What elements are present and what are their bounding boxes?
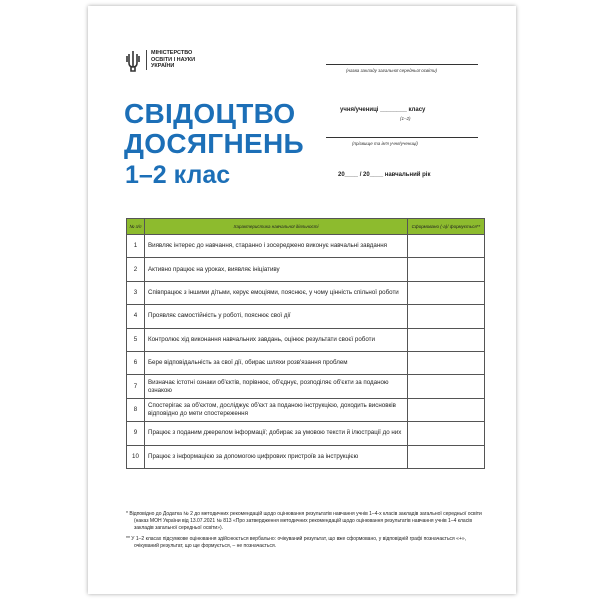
ministry-line-2: ОСВІТИ І НАУКИ: [151, 56, 196, 63]
footnote-2: ** У 1–2 класах підсумкове оцінювання здійснюється вербально: очікуваний результат, що вже сформовано, у відповідній графі позначається «+», очікуваний результат, що ще формується, – не позначається.: [126, 536, 467, 549]
status-cell[interactable]: [408, 258, 485, 281]
table-row: [127, 258, 485, 281]
row-number: 2: [127, 258, 145, 281]
row-number: 3: [127, 281, 145, 304]
status-cell[interactable]: [408, 281, 485, 304]
row-number: 7: [127, 375, 145, 398]
row-number: 1: [127, 235, 145, 258]
row-number: 9: [127, 422, 145, 445]
row-number: 6: [127, 351, 145, 374]
status-cell[interactable]: [408, 351, 485, 374]
status-cell[interactable]: [408, 235, 485, 258]
school-caption: (назва закладу загальної середньої освіти): [346, 68, 438, 73]
table-row: [127, 235, 485, 258]
row-text: Співпрацює з іншими дітьми, керує емоціями, пояснює, у чому цінність спільної роботи: [145, 281, 408, 304]
table-row: [127, 398, 485, 421]
header-status: Сформовано (-а)/ формується**: [408, 219, 485, 235]
table-row: [127, 445, 485, 468]
trident-emblem-icon: [126, 50, 140, 72]
status-cell[interactable]: [408, 328, 485, 351]
page-title-line-2: ДОСЯГНЕНЬ: [124, 128, 304, 159]
table-row: [127, 281, 485, 304]
school-name-line[interactable]: [326, 64, 478, 65]
row-text: Працює з поданим джерелом інформації; добирає за умовою тексти й ілюстрації до них: [145, 422, 408, 445]
student-name-line[interactable]: [326, 137, 478, 138]
table-row: [127, 351, 485, 374]
student-class-label: учня/учениці ________ класу: [340, 107, 426, 113]
achievements-table: [126, 218, 485, 469]
row-number: 4: [127, 305, 145, 328]
row-text: Виявляє інтерес до навчання, старанно і зосереджено виконує навчальні завдання: [145, 235, 408, 258]
status-cell[interactable]: [408, 422, 485, 445]
row-text: Бере відповідальність за свої дії, обирає шляхи розв'язання проблем: [145, 351, 408, 374]
row-text: Проявляє самостійність у роботі, пояснює свої дії: [145, 305, 408, 328]
row-number: 10: [127, 445, 145, 468]
table-row: [127, 422, 485, 445]
footnotes: [126, 511, 484, 554]
class-caption: (1–2): [400, 116, 411, 121]
row-text: Спостерігає за об'єктом, досліджує об'єкт за поданою інструкцією, доходить висновків відповідно до мети спостереження: [145, 398, 408, 421]
ministry-line-1: МІНІСТЕРСТВО: [151, 50, 193, 56]
status-cell[interactable]: [408, 398, 485, 421]
row-text: Контролює хід виконання навчальних завдань, оцінює результати своєї роботи: [145, 328, 408, 351]
row-text: Активно працює на уроках, виявляє ініціативу: [145, 258, 408, 281]
status-cell[interactable]: [408, 375, 485, 398]
row-text: Визначає істотні ознаки об'єктів, порівнює, об'єднує, розподіляє об'єкти за поданою ознакою: [145, 375, 408, 398]
ministry-line-3: УКРАЇНИ: [151, 63, 175, 69]
status-cell[interactable]: [408, 305, 485, 328]
grade-label: 1–2 клас: [125, 161, 231, 189]
header-number: № з/п: [127, 219, 145, 235]
document-page: [88, 6, 516, 594]
table-row: [127, 328, 485, 351]
row-number: 5: [127, 328, 145, 351]
status-cell[interactable]: [408, 445, 485, 468]
header-characteristic: Характеристика навчальної діяльності: [145, 219, 408, 235]
page-title-line-1: СВІДОЦТВО: [124, 98, 296, 129]
row-text: Працює з інформацією за допомогою цифрових пристроїв за інструкцією: [145, 445, 408, 468]
ministry-name: [146, 50, 195, 70]
row-number: 8: [127, 398, 145, 421]
footnote-1: * Відповідно до Додатка № 2 до методичних рекомендацій щодо оцінювання результатів навчання учнів 1–4-х класів закладів загальної середньої освіти (наказ МОН України від 13.07.2021 № 813 «Про затвердження методичних рекомендацій щодо оцінювання результатів навчання учнів 1–4 класів закладів загальної середньої освіти»).: [126, 511, 482, 531]
student-name-caption: (прізвище та ім'я учня/учениці): [352, 141, 418, 146]
table-row: [127, 375, 485, 398]
school-year-label: 20____ / 20____ навчальний рік: [338, 172, 431, 178]
table-row: [127, 305, 485, 328]
